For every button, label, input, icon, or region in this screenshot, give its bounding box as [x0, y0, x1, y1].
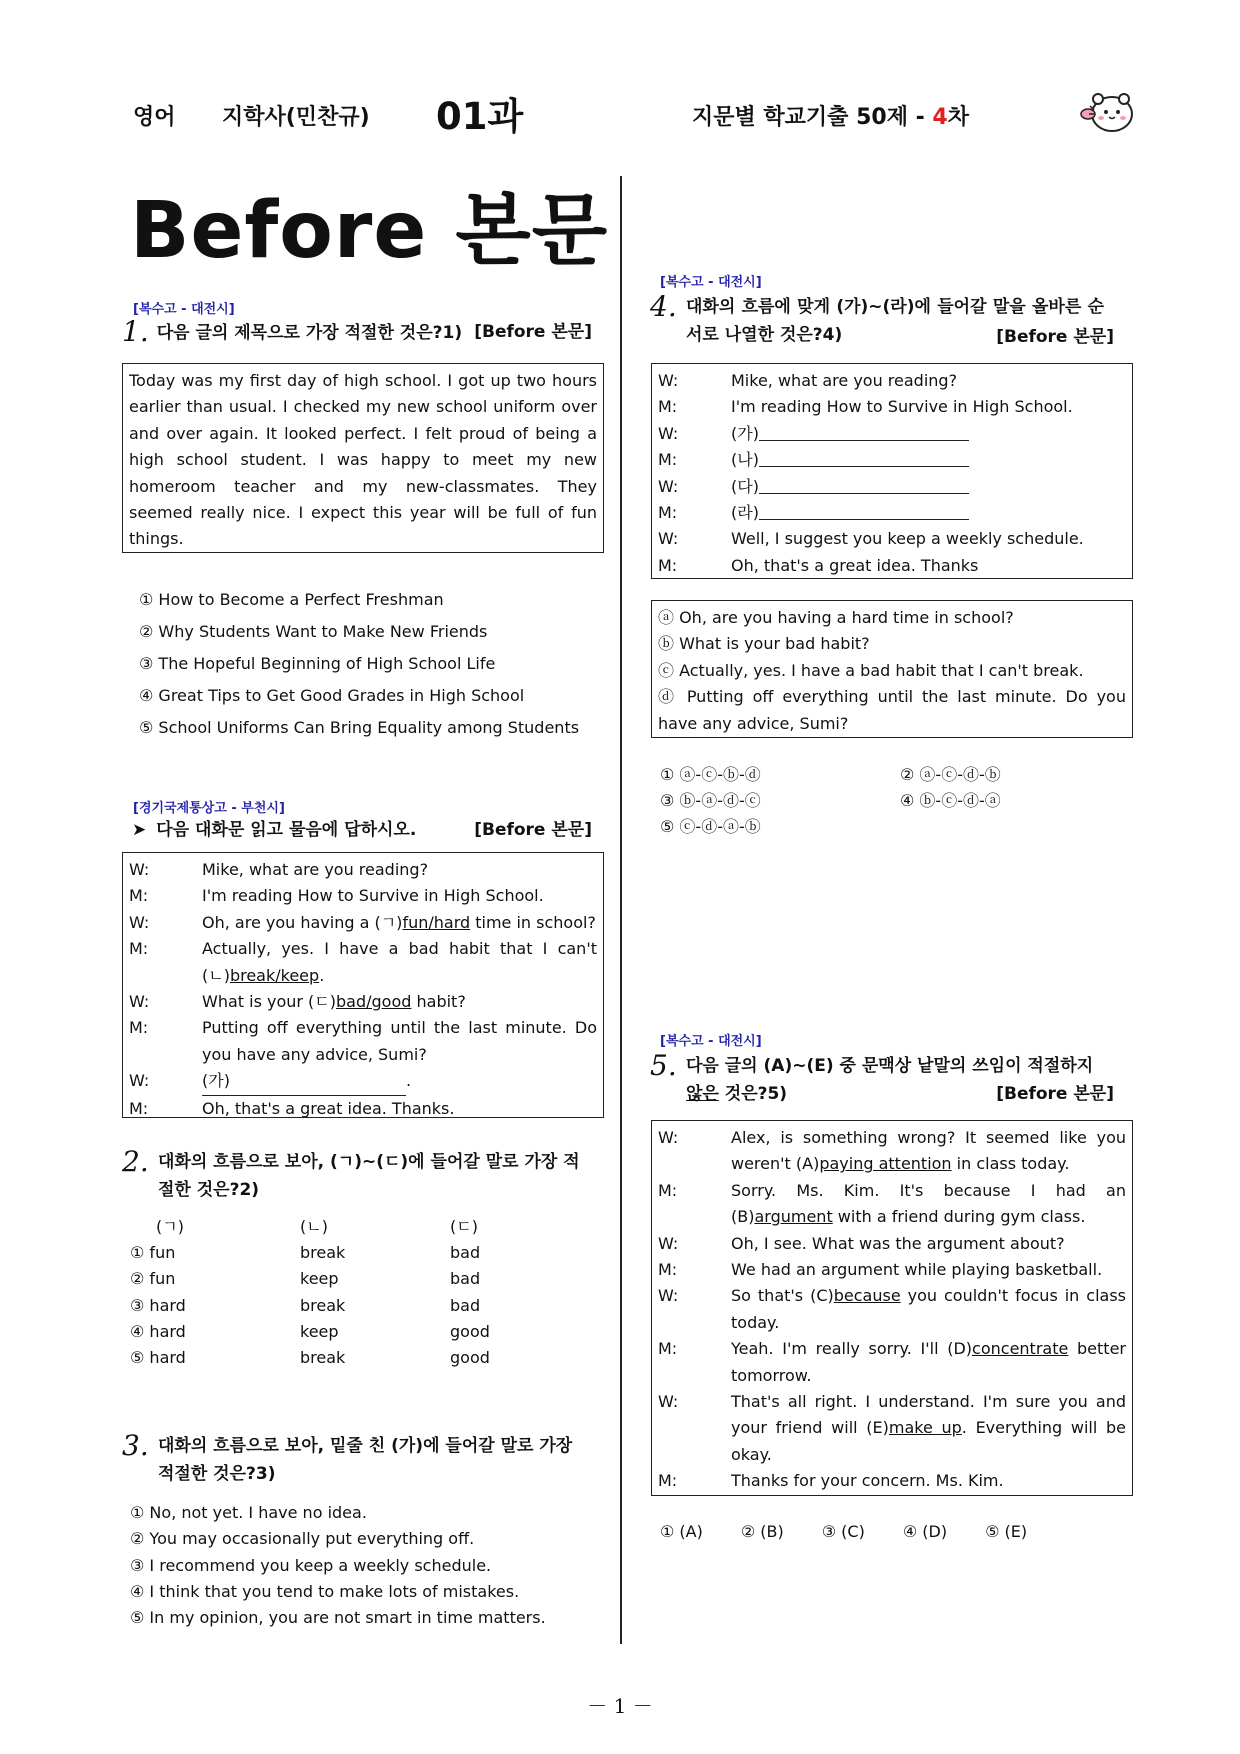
dialogue-line: W: (가) .	[129, 1068, 597, 1095]
q2-header-row: (ㄱ) (ㄴ) (ㄷ)	[156, 1217, 478, 1236]
dialogue-line: M: (라)	[658, 500, 1126, 526]
set-dialogue	[122, 852, 604, 1118]
q4-tag: [Before 본문]	[996, 327, 1114, 347]
dialogue-line: M: I'm reading How to Survive in High School.	[658, 397, 1073, 417]
q3-option[interactable]: ⑤ In my opinion, you are not smart in time matters.	[130, 1608, 546, 1628]
dialogue-line: M: Oh, that's a great idea. Thanks.	[129, 1098, 455, 1118]
underlined-choice: bad/good	[336, 992, 412, 1012]
q3-option[interactable]: ① No, not yet. I have no idea.	[130, 1503, 367, 1522]
q4-number: 4.	[650, 290, 677, 323]
q2-question: 대화의 흐름으로 보아, (ㄱ)~(ㄷ)에 들어갈 말로 가장 적절한 것은?2)	[158, 1152, 580, 1200]
q2-option[interactable]: ⑤ hard break good	[130, 1348, 490, 1368]
page-number: － 1 －	[587, 1694, 653, 1718]
q4-option[interactable]: ④ ⓑ-ⓒ-ⓓ-ⓐ	[900, 791, 1001, 810]
q1-option[interactable]: ④ Great Tips to Get Good Grades in High School	[139, 686, 525, 705]
textbook-label: 지학사(민찬규)	[222, 105, 370, 130]
dialogue-line: W: Mike, what are you reading?	[658, 371, 958, 390]
q5-dialogue	[651, 1120, 1133, 1496]
q1-option[interactable]: ③ The Hopeful Beginning of High School Life	[139, 654, 496, 673]
q3-heading	[122, 1429, 592, 1488]
q5-number: 5.	[650, 1049, 677, 1082]
q4-option[interactable]: ① ⓐ-ⓒ-ⓑ-ⓓ	[660, 765, 761, 784]
q4-option[interactable]: ② ⓐ-ⓒ-ⓓ-ⓑ	[900, 765, 1001, 784]
q5-options	[660, 1522, 1065, 1541]
dialogue-line: W: What is your (ㄷ)bad/good habit?	[129, 992, 466, 1012]
q5-source: [복수고 - 대전시]	[660, 1034, 762, 1049]
q2-number: 2.	[122, 1145, 149, 1178]
q4-question: 대화의 흐름에 맞게 (가)~(라)에 들어갈 말을 올바른 순서로 나열한 것은?4)	[686, 297, 1104, 345]
dialogue-line: M: Oh, that's a great idea. Thanks	[658, 555, 979, 575]
dialogue-line: M: Putting off everything until the last minute. Do you have any advice, Sumi?	[129, 1018, 597, 1064]
dialogue-line: W: Alex, is something wrong? It seemed like you weren't (A)paying attention in class today.	[658, 1128, 1126, 1174]
underlined-choice: break/keep	[229, 965, 320, 985]
dialogue-line: W: (다)	[658, 474, 1126, 500]
lesson-label: 01과	[436, 95, 524, 138]
q1-number: 1.	[122, 315, 149, 348]
q5-heading	[650, 1049, 1114, 1108]
dialogue-line: W: That's all right. I understand. I'm sure you and your friend will (E)make up. Everything will be okay.	[658, 1392, 1127, 1464]
dialogue-line: W: Oh, I see. What was the argument about?	[658, 1233, 1065, 1253]
q2-options-table	[130, 1214, 560, 1371]
q3-option[interactable]: ② You may occasionally put everything off.	[130, 1529, 475, 1549]
dialogue-line: W: (가)	[658, 421, 1126, 447]
dialogue-line: W: So that's (C)because you couldn't focus in class today.	[658, 1286, 1127, 1332]
q5-option[interactable]: ③ (C)	[821, 1522, 865, 1541]
q4-option[interactable]: ⑤ ⓒ-ⓓ-ⓐ-ⓑ	[660, 817, 761, 836]
q3-options	[130, 1500, 546, 1631]
q2-option[interactable]: ④ hard keep good	[130, 1321, 490, 1341]
q5-option[interactable]: ⑤ (E)	[985, 1522, 1028, 1541]
dialogue-line: M: Sorry. Ms. Kim. It's because I had an (B)argument with a friend during gym class.	[658, 1180, 1126, 1227]
mascot-icon	[1080, 84, 1136, 136]
q1-question: 다음 글의 제목으로 가장 적절한 것은?1)	[156, 323, 463, 343]
q1-option[interactable]: ② Why Students Want to Make New Friends	[139, 622, 488, 641]
series-number: 4	[932, 105, 948, 130]
dialogue-line: W: Well, I suggest you keep a weekly schedule.	[658, 529, 1084, 549]
q4-dialogue	[651, 363, 1133, 579]
q5-option[interactable]: ① (A)	[660, 1522, 703, 1541]
page-header	[0, 86, 1240, 136]
q2-option[interactable]: ③ hard break bad	[130, 1295, 481, 1315]
series-label: 지문별 학교기출 50제 - 4차	[692, 105, 969, 130]
dialogue-line: M: I'm reading How to Survive in High School.	[129, 886, 544, 906]
q4-choice: ⓓ Putting off everything until the last minute. Do you have any advice, Sumi?	[658, 687, 1126, 733]
q5-tag: [Before 본문]	[996, 1084, 1114, 1104]
answer-blank[interactable]	[759, 447, 969, 467]
q2-option[interactable]: ① fun break bad	[130, 1243, 481, 1263]
dialogue-line: W: Oh, are you having a (ㄱ)fun/hard time in school?	[129, 912, 596, 932]
answer-blank[interactable]	[759, 421, 969, 441]
q1-option[interactable]: ① How to Become a Perfect Freshman	[139, 590, 444, 609]
q4-options	[660, 762, 1100, 840]
underlined-word: make up	[888, 1418, 962, 1438]
answer-blank[interactable]: (가)	[202, 1068, 406, 1095]
underlined-word: because	[833, 1286, 901, 1306]
q4-source: [복수고 - 대전시]	[660, 275, 762, 290]
set-question: 다음 대화문 읽고 물음에 답하시오.	[156, 820, 417, 840]
q3-option[interactable]: ③ I recommend you keep a weekly schedule.	[130, 1555, 492, 1575]
set-heading	[132, 816, 592, 844]
dialogue-line: M: Actually, yes. I have a bad habit that I can't (ㄴ)break/keep.	[129, 939, 597, 985]
arrow-icon: ➤	[132, 820, 147, 840]
q4-option[interactable]: ③ ⓑ-ⓐ-ⓓ-ⓒ	[660, 791, 761, 810]
dialogue-line: M: Yeah. I'm really sorry. I'll (D)concentrate better tomorrow.	[658, 1339, 1126, 1385]
q4-choice: ⓑ What is your bad habit?	[658, 634, 870, 654]
underlined-word: paying attention	[819, 1154, 952, 1174]
q4-choice-box	[651, 600, 1133, 738]
q3-question: 대화의 흐름으로 보아, 밑줄 친 (가)에 들어갈 말로 가장 적절한 것은?3)	[158, 1436, 573, 1484]
q5-question: 다음 글의 (A)~(E) 중 문맥상 낱말의 쓰임이 적절하지 않은 것은?5)	[686, 1056, 1094, 1104]
q5-option[interactable]: ④ (D)	[902, 1522, 948, 1541]
q2-heading	[122, 1145, 592, 1204]
answer-blank[interactable]	[759, 500, 969, 520]
q5-option[interactable]: ② (B)	[740, 1522, 784, 1541]
q4-choice: ⓐ Oh, are you having a hard time in school?	[658, 608, 1014, 627]
q4-choice: ⓒ Actually, yes. I have a bad habit that I can't break.	[658, 660, 1084, 680]
dialogue-line: M: Thanks for your concern. Ms. Kim.	[658, 1471, 1004, 1491]
answer-blank[interactable]	[759, 474, 969, 494]
q1-option[interactable]: ⑤ School Uniforms Can Bring Equality among Students	[139, 718, 580, 737]
set-tag: [Before 본문]	[474, 820, 592, 840]
q1-tag: [Before 본문]	[474, 322, 592, 342]
q1-heading	[122, 315, 592, 348]
q1-passage: Today was my first day of high school. I got up two hours earlier than usual. I checked my new school uniform over and over again. It looked perfect. I felt proud of being a high school student. I was happy to meet my new homeroom teacher and my new-classmates. They seemed really nice. I expect this year will be full of fun things.	[122, 363, 604, 553]
underlined-choice: fun/hard	[402, 912, 471, 932]
column-divider	[620, 176, 622, 1644]
q3-option[interactable]: ④ I think that you tend to make lots of mistakes.	[130, 1581, 520, 1601]
q3-number: 3.	[122, 1429, 149, 1462]
page-title: Before 본문	[130, 186, 609, 276]
q1-options	[139, 584, 579, 744]
underlined-word: argument	[754, 1207, 833, 1227]
subject-label: 영어	[133, 105, 176, 130]
dialogue-line: M: (나)	[658, 447, 1126, 473]
q1-source: [복수고 - 대전시]	[133, 302, 235, 317]
dialogue-line: W: Mike, what are you reading?	[129, 860, 429, 879]
underlined-word: concentrate	[972, 1339, 1069, 1359]
dialogue-line: M: We had an argument while playing basketball.	[658, 1260, 1103, 1280]
q4-heading	[650, 290, 1114, 349]
set-source: [경기국제통상고 - 부천시]	[133, 801, 285, 816]
q2-option[interactable]: ② fun keep bad	[130, 1269, 481, 1289]
